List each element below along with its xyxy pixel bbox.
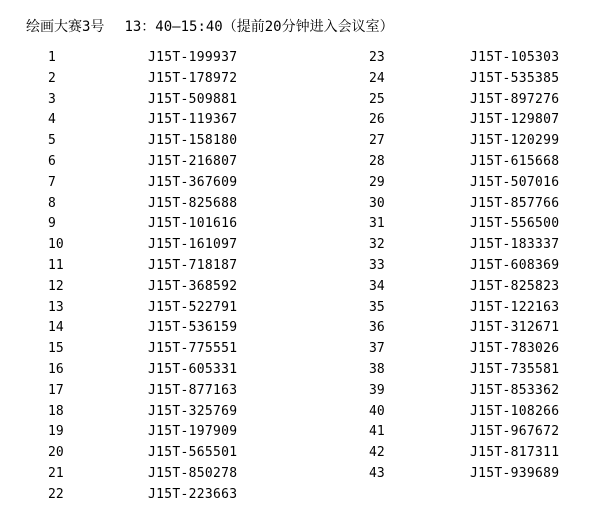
seat-number: 7	[48, 174, 56, 190]
ticket-code: J15T-817311	[470, 445, 560, 461]
seat-number: 32	[369, 237, 385, 253]
seat-number: 37	[369, 341, 385, 357]
seat-number: 1	[48, 50, 56, 65]
ticket-code: J15T-120299	[470, 133, 560, 149]
seat-number: 4	[48, 112, 56, 128]
ticket-code: J15T-197909	[148, 424, 238, 440]
seat-number: 39	[369, 382, 385, 398]
ticket-code: J15T-129807	[470, 112, 560, 128]
seat-number: 5	[48, 133, 56, 149]
seat-number: 15	[48, 341, 64, 357]
ticket-code: J15T-367609	[148, 174, 238, 190]
seat-number: 9	[48, 216, 56, 232]
ticket-code: J15T-735581	[470, 361, 560, 377]
ticket-code: J15T-718187	[148, 257, 238, 273]
seat-number: 43	[369, 465, 385, 481]
ticket-code: J15T-122163	[470, 299, 560, 315]
seat-number: 6	[48, 153, 56, 169]
seat-number: 24	[369, 70, 385, 86]
ticket-code: J15T-223663	[148, 486, 238, 502]
seat-number: 42	[369, 445, 385, 461]
ticket-code: J15T-312671	[470, 320, 560, 336]
seat-number: 26	[369, 112, 385, 128]
seat-number: 21	[48, 465, 64, 481]
seat-number: 14	[48, 320, 64, 336]
seat-number: 29	[369, 174, 385, 190]
ticket-code: J15T-522791	[148, 299, 238, 315]
seat-number: 20	[48, 445, 64, 461]
seat-number: 31	[369, 216, 385, 232]
ticket-code: J15T-158180	[148, 133, 238, 149]
ticket-code: J15T-536159	[148, 320, 238, 336]
ticket-code: J15T-877163	[148, 382, 238, 398]
ticket-code: J15T-857766	[470, 195, 560, 211]
seat-number: 28	[369, 153, 385, 169]
ticket-code: J15T-853362	[470, 382, 560, 398]
ticket-code: J15T-119367	[148, 112, 238, 128]
ticket-code: J15T-783026	[470, 341, 560, 357]
ticket-code: J15T-368592	[148, 278, 238, 294]
ticket-code: J15T-556500	[470, 216, 560, 232]
ticket-code: J15T-161097	[148, 237, 238, 253]
ticket-code: J15T-605331	[148, 361, 238, 377]
contest-title: 绘画大赛3号	[26, 19, 105, 35]
seat-number: 36	[369, 320, 385, 336]
seat-number: 34	[369, 278, 385, 294]
seat-number: 10	[48, 237, 64, 253]
page-header	[26, 16, 394, 36]
seat-number: 22	[48, 486, 64, 502]
ticket-code: J15T-565501	[148, 445, 238, 461]
seat-number: 8	[48, 195, 56, 211]
ticket-code: J15T-967672	[470, 424, 560, 440]
ticket-code: J15T-101616	[148, 216, 238, 232]
ticket-code: J15T-775551	[148, 341, 238, 357]
ticket-code: J15T-825688	[148, 195, 238, 211]
ticket-code: J15T-535385	[470, 70, 560, 86]
seat-number: 40	[369, 403, 385, 419]
ticket-code: J15T-216807	[148, 153, 238, 169]
seat-number: 13	[48, 299, 64, 315]
ticket-code: J15T-183337	[470, 237, 560, 253]
ticket-code: J15T-199937	[148, 50, 238, 65]
ticket-code: J15T-325769	[148, 403, 238, 419]
seat-number: 30	[369, 195, 385, 211]
ticket-code: J15T-178972	[148, 70, 238, 86]
seat-number: 3	[48, 91, 56, 107]
seat-number: 35	[369, 299, 385, 315]
seat-number: 17	[48, 382, 64, 398]
ticket-code: J15T-108266	[470, 403, 560, 419]
ticket-code: J15T-850278	[148, 465, 238, 481]
seat-number: 19	[48, 424, 64, 440]
ticket-code: J15T-608369	[470, 257, 560, 273]
seat-number: 11	[48, 257, 64, 273]
ticket-code: J15T-509881	[148, 91, 238, 107]
seat-number: 23	[369, 50, 385, 65]
ticket-code: J15T-897276	[470, 91, 560, 107]
ticket-code: J15T-939689	[470, 465, 560, 481]
seat-number: 33	[369, 257, 385, 273]
seat-number: 18	[48, 403, 64, 419]
seat-number: 38	[369, 361, 385, 377]
seat-number: 12	[48, 278, 64, 294]
schedule-note: 13：40—15:40（提前20分钟进入会议室）	[124, 19, 394, 35]
ticket-code: J15T-615668	[470, 153, 560, 169]
seat-number: 16	[48, 361, 64, 377]
ticket-code: J15T-507016	[470, 174, 560, 190]
ticket-code: J15T-825823	[470, 278, 560, 294]
ticket-code: J15T-105303	[470, 50, 560, 65]
seat-number: 27	[369, 133, 385, 149]
seat-number: 25	[369, 91, 385, 107]
seat-number: 41	[369, 424, 385, 440]
seat-number: 2	[48, 70, 56, 86]
